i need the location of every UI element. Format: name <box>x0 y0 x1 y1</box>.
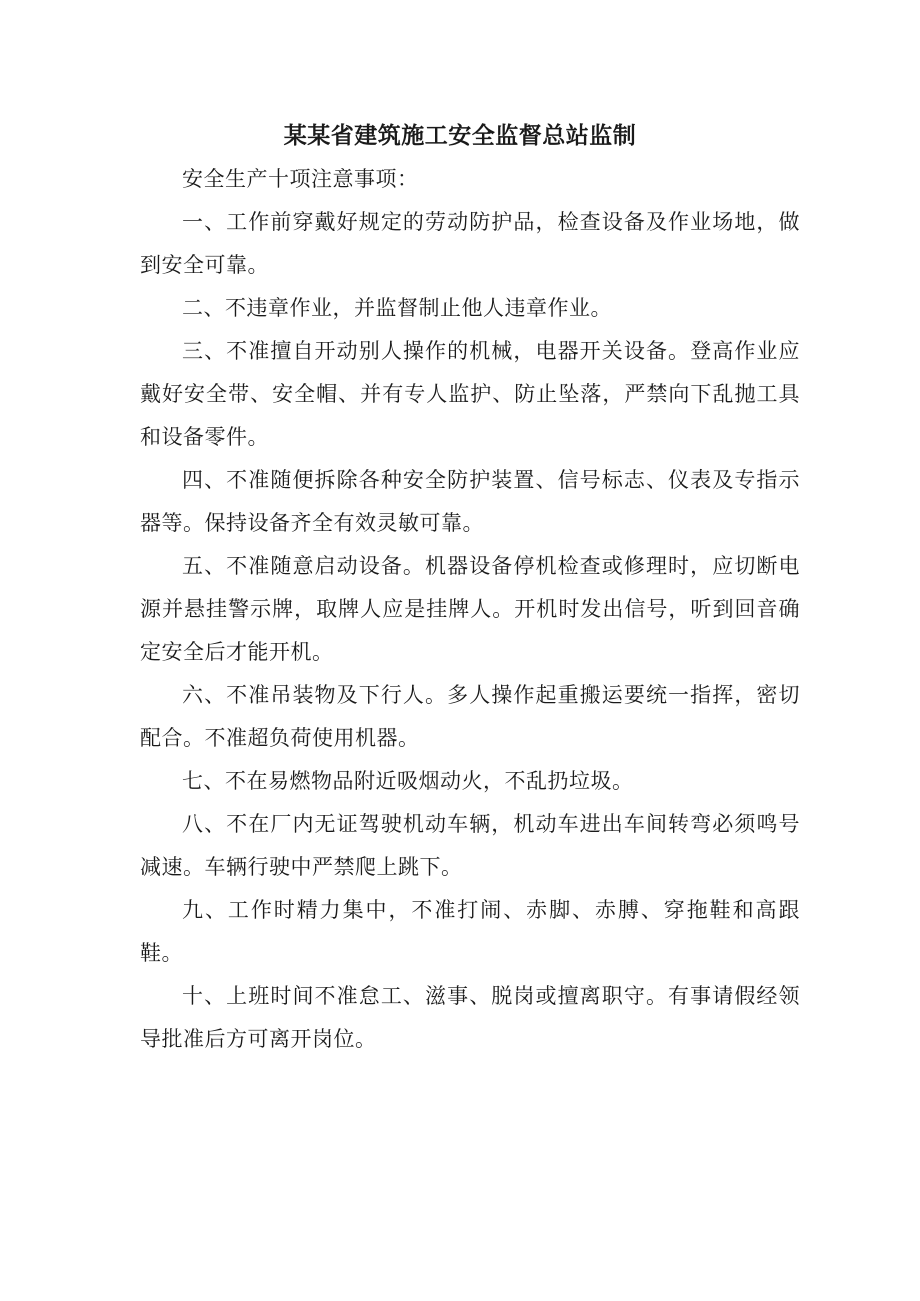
rule-item-2: 二、不违章作业，并监督制止他人违章作业。 <box>182 296 612 320</box>
rule-item-3: 三、不准擅自开动别人操作的机械，电器开关设备。登高作业应戴好安全带、安全帽、并有专人监护、防止坠落，严禁向下乱抛工具和设备零件。 <box>140 339 800 449</box>
document-body <box>140 158 800 1061</box>
rule-item-9: 九、工作时精力集中，不准打闹、赤脚、赤膊、穿拖鞋和高跟鞋。 <box>140 898 800 965</box>
rule-item-8: 八、不在厂内无证驾驶机动车辆，机动车进出车间转弯必须鸣号减速。车辆行驶中严禁爬上跳下。 <box>140 812 800 879</box>
document-title: 某某省建筑施工安全监督总站监制 <box>283 122 637 149</box>
intro-heading: 安全生产十项注意事项： <box>182 167 419 191</box>
rule-item-5: 五、不准随意启动设备。机器设备停机检查或修理时，应切断电源并悬挂警示牌，取牌人应是挂牌人。开机时发出信号，听到回音确定安全后才能开机。 <box>140 554 800 664</box>
rule-item-1: 一、工作前穿戴好规定的劳动防护品，检查设备及作业场地，做到安全可靠。 <box>140 210 800 277</box>
rule-item-6: 六、不准吊装物及下行人。多人操作起重搬运要统一指挥，密切配合。不准超负荷使用机器。 <box>140 683 800 750</box>
rule-item-10: 十、上班时间不准怠工、滋事、脱岗或擅离职守。有事请假经领导批准后方可离开岗位。 <box>140 984 800 1051</box>
rule-item-4: 四、不准随便拆除各种安全防护装置、信号标志、仪表及专指示器等。保持设备齐全有效灵敏可靠。 <box>140 468 800 535</box>
rule-item-7: 七、不在易燃物品附近吸烟动火，不乱扔垃圾。 <box>182 769 634 793</box>
